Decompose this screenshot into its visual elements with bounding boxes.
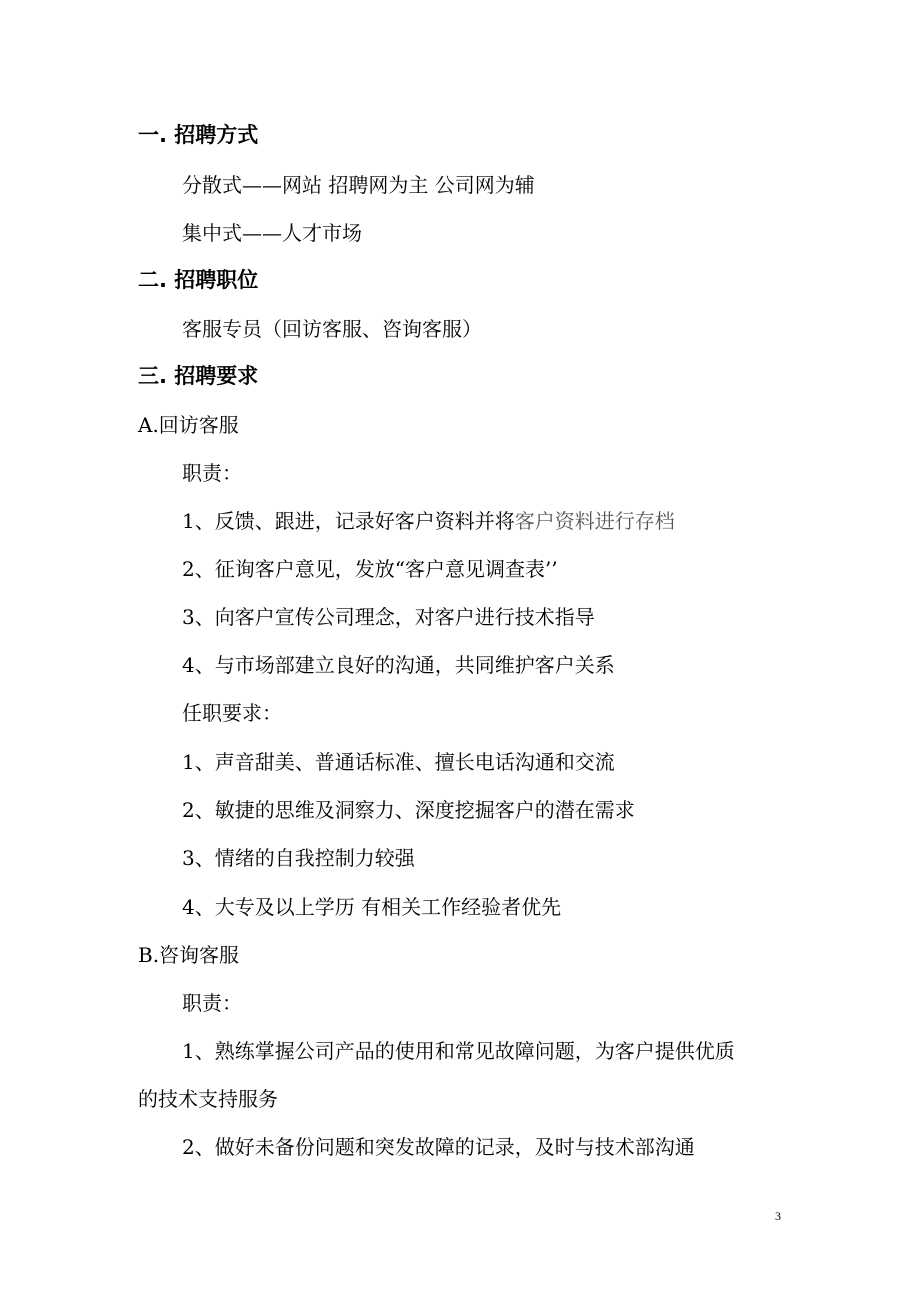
duty-item: 2、做好未备份问题和突发故障的记录，及时与技术部沟通 [182, 1135, 695, 1159]
text-line: 客服专员（回访客服、咨询客服） [182, 317, 482, 341]
requirement-item: 3、情绪的自我控制力较强 [182, 846, 415, 870]
duty-item-continuation: 的技术支持服务 [138, 1087, 278, 1111]
duty-item: 4、与市场部建立良好的沟通，共同维护客户关系 [182, 653, 615, 677]
duty-item: 1、熟练掌握公司产品的使用和常见故障问题，为客户提供优质 [182, 1039, 735, 1063]
duty-item: 3、向客户宣传公司理念，对客户进行技术指导 [182, 605, 595, 629]
subsection-title-a: A.回访客服 [138, 413, 239, 437]
requirement-item: 2、敏捷的思维及洞察力、深度挖掘客户的潜在需求 [182, 798, 635, 822]
section-heading-recruitment-method: 一. 招聘方式 [138, 123, 259, 147]
text-line: 集中式——人才市场 [182, 221, 362, 245]
duty-item [182, 507, 675, 535]
requirement-item: 1、声音甜美、普通话标准、擅长电话沟通和交流 [182, 750, 615, 774]
duty-label: 职责： [182, 461, 242, 485]
section-heading-requirements: 三. 招聘要求 [138, 364, 259, 388]
duty-item-text-gray: 客户资料进行存档 [514, 509, 675, 533]
text-line: 分散式——网站 招聘网为主 公司网为辅 [182, 173, 535, 197]
duty-label: 职责： [182, 991, 242, 1015]
duty-item: 2、征询客户意见，发放“客户意见调查表’’ [182, 557, 558, 581]
subsection-title-b: B.咨询客服 [138, 943, 240, 967]
requirement-item: 4、大专及以上学历 有相关工作经验者优先 [182, 895, 562, 919]
duty-item-text: 1、反馈、跟进，记录好客户资料并将 [182, 509, 515, 533]
section-heading-positions: 二. 招聘职位 [138, 268, 259, 292]
page-number: 3 [775, 1209, 781, 1223]
requirements-label: 任职要求： [182, 701, 282, 725]
